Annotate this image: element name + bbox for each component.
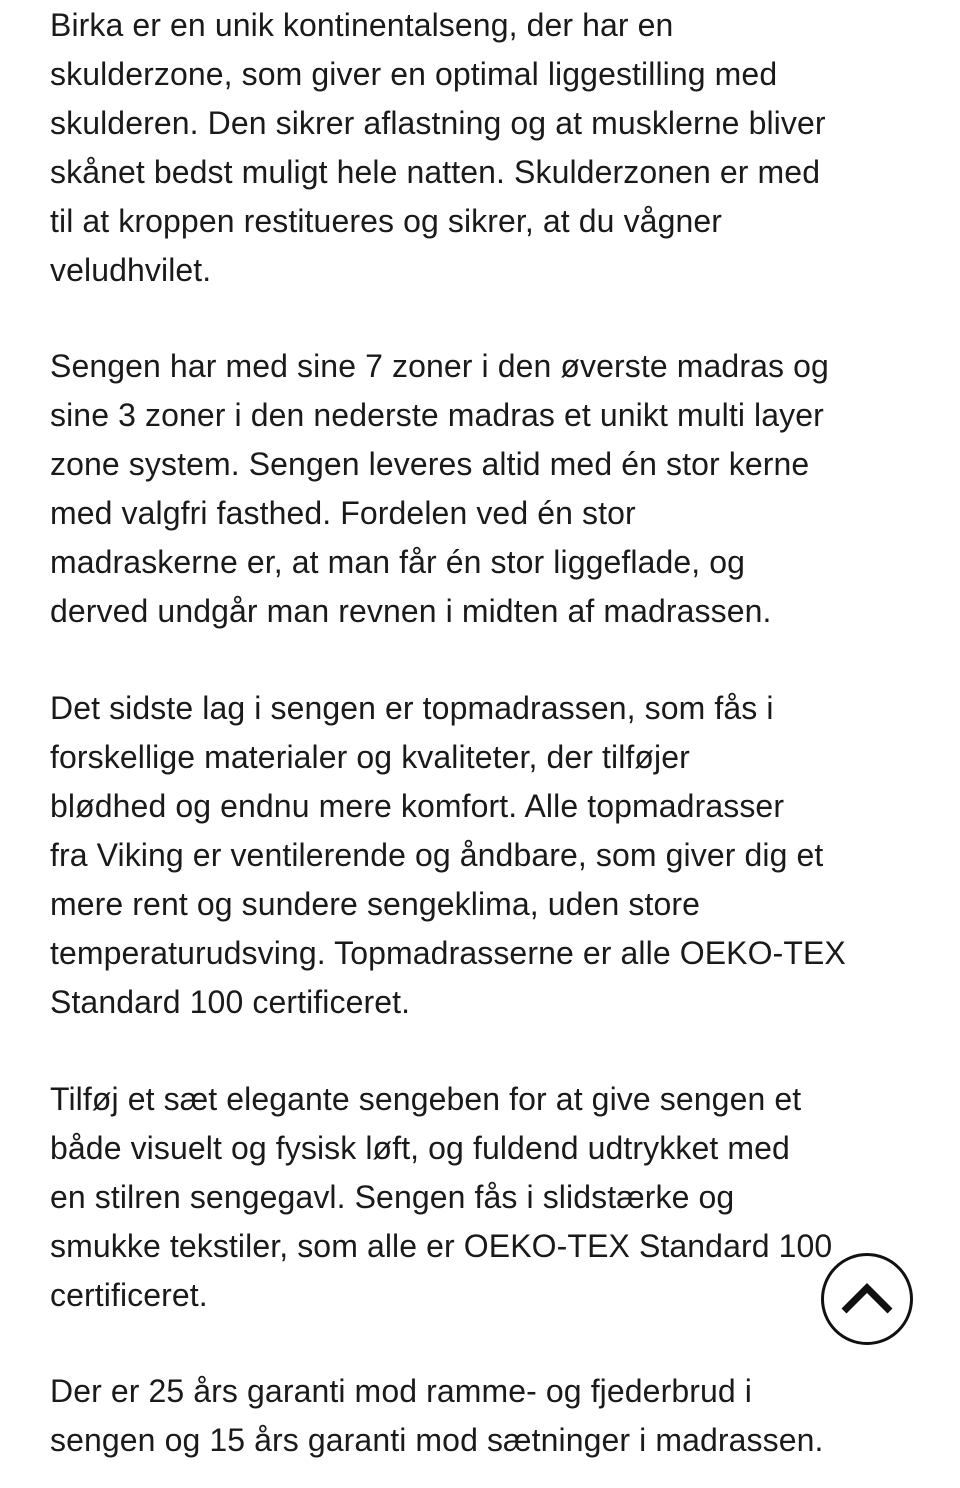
paragraph-legs-and-textiles: Tilføj et sæt elegante sengeben for at give sengen et både visuelt og fysisk løft, og fuldend udtrykket med en stilren sengegavl. Sengen fås i slidstærke og smukke tekstiler, som alle er OEKO-TEX Standard 100 certificeret.: [50, 1081, 833, 1313]
paragraph-zone-system: Sengen har med sine 7 zoner i den øverste madras og sine 3 zoner i den nederste madras et unikt multi layer zone system. Sengen leveres altid med én stor kerne med valgfri fasthed. Fordelen ved én stor madraskerne er, at man får én stor liggeflade, og derved undgår man revnen i midten af madrassen.: [50, 348, 829, 629]
paragraph-top-mattress: Det sidste lag i sengen er topmadrassen, som fås i forskellige materialer og kvaliteter, der tilføjer blødhed og endnu mere komfort. Alle topmadrasser fra Viking er ventilerende og åndbare, som giver dig et mere rent og sundere sengeklima, uden store temperaturudsving. Topmadrasserne er alle OEKO-TEX Standard 100 certificeret.: [50, 690, 846, 1020]
chevron-up-icon: [839, 1282, 895, 1316]
scroll-to-top-button[interactable]: [821, 1253, 913, 1345]
paragraph-warranty: Der er 25 års garanti mod ramme- og fjederbrud i sengen og 15 års garanti mod sætninger i madrassen.: [50, 1373, 824, 1458]
paragraph-shoulder-zone: Birka er en unik kontinentalseng, der har en skulderzone, som giver en optimal liggestilling med skulderen. Den sikrer aflastning og at musklerne bliver skånet bedst muligt hele natten. Skulderzonen er med til at kroppen restitueres og sikrer, at du vågner veludhvilet.: [50, 7, 826, 288]
